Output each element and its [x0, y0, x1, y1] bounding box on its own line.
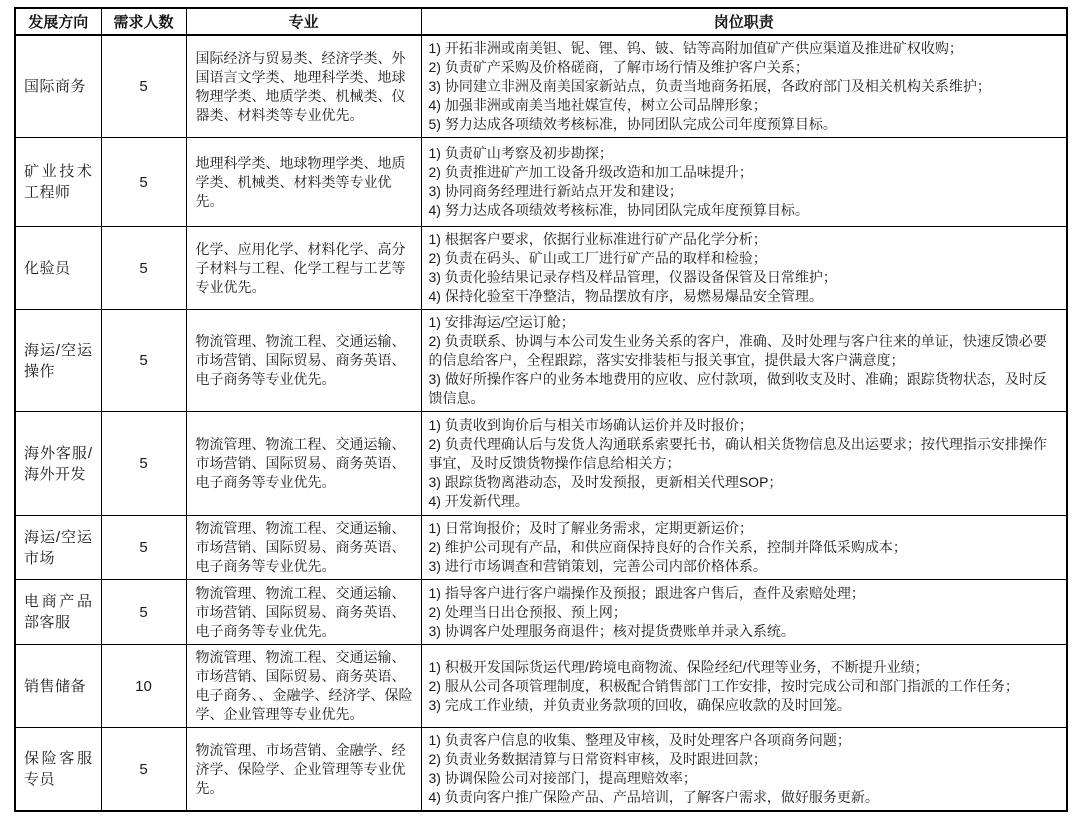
table-row: [15, 516, 1067, 580]
table-row: [15, 728, 1067, 812]
headcount-cell: 5: [101, 35, 186, 138]
duties-cell: [421, 310, 1067, 412]
headcount-cell: 10: [101, 645, 186, 728]
duty-line: 3) 跟踪货物离港动态，及时发预报，更新相关代理SOP；: [428, 474, 783, 490]
direction-cell: 海运/空运操作: [15, 310, 101, 412]
duty-line: 1) 指导客户进行客户端操作及预报；跟进客户售后，查件及索赔处理；: [428, 584, 865, 601]
table-row: [15, 138, 1067, 227]
duty-line: 3) 协调保险公司对接部门，提高理赔效率；: [428, 770, 697, 786]
duty-line: 4) 保持化验室干净整洁，物品摆放有序，易燃易爆品安全管理。: [428, 288, 823, 304]
headcount-cell: 5: [101, 580, 186, 645]
table-row: [15, 227, 1067, 310]
duty-line: 3) 负责化验结果记录存档及样品管理，仪器设备保管及日常维护；: [428, 269, 837, 285]
duty-line: 2) 处理当日出仓预报、预上网；: [428, 603, 627, 620]
duty-line: 2) 负责在码头、矿山或工厂进行矿产品的取样和检验；: [428, 250, 767, 266]
majors-cell: 国际经济与贸易类、经济学类、外国语言文学类、地理科学类、地球物理学类、地质学类、机械类、仪器类、材料类等专业优先。: [186, 35, 421, 138]
header-headcount: 需求人数: [101, 8, 186, 35]
duties-cell: [421, 35, 1067, 138]
majors-cell: 物流管理、市场营销、金融学、经济学、保险学、企业管理等专业优先。: [186, 728, 421, 812]
duty-line: 1) 安排海运/空运订舱；: [428, 314, 575, 330]
majors-cell: 物流管理、物流工程、交通运输、市场营销、国际贸易、商务英语、电子商务等专业优先。: [186, 310, 421, 412]
direction-cell: 销售储备: [15, 645, 101, 728]
duties-cell: [421, 227, 1067, 310]
majors-cell: 物流管理、物流工程、交通运输、市场营销、国际贸易、商务英语、电子商务等专业优先。: [186, 580, 421, 645]
duty-line: 1) 开拓非洲或南美钽、铌、锂、钨、铍、钴等高附加值矿产供应渠道及推进矿权收购；: [428, 40, 963, 56]
direction-cell: 保险客服专员: [15, 728, 101, 812]
duties-cell: [421, 138, 1067, 227]
duties-cell: [421, 580, 1067, 645]
table-row: [15, 35, 1067, 138]
direction-cell: 海外客服/海外开发: [15, 412, 101, 516]
direction-cell: 海运/空运市场: [15, 516, 101, 580]
table-row: [15, 412, 1067, 516]
table-row: [15, 580, 1067, 645]
headcount-cell: 5: [101, 516, 186, 580]
duty-line: 4) 努力达成各项绩效考核标准，协同团队完成年度预算目标。: [428, 202, 809, 218]
duty-line: 1) 负责矿山考察及初步勘探；: [428, 145, 613, 161]
duty-line: 4) 开发新代理。: [428, 493, 529, 509]
header-row: [15, 8, 1067, 35]
headcount-cell: 5: [101, 310, 186, 412]
direction-cell: 国际商务: [15, 35, 101, 138]
duty-line: 1) 积极开发国际货运代理/跨境电商物流、保险经纪/代理等业务，不断提升业绩；: [428, 658, 929, 675]
duty-line: 4) 负责向客户推广保险产品、产品培训，了解客户需求，做好服务更新。: [428, 789, 879, 805]
duties-cell: [421, 728, 1067, 812]
table-row: [15, 310, 1067, 412]
headcount-cell: 5: [101, 728, 186, 812]
duty-line: 2) 负责联系、协调与本公司发生业务关系的客户，准确、及时处理与客户往来的单证，快速反馈必要的信息给客户，全程跟踪，落实安排装柜与报关事宜，提供最大客户满意度；: [428, 333, 1047, 368]
direction-cell: 矿业技术工程师: [15, 138, 101, 227]
headcount-cell: 5: [101, 138, 186, 227]
table-body: [15, 35, 1067, 811]
header-majors: 专业: [186, 8, 421, 35]
table-row: [15, 645, 1067, 728]
duty-line: 3) 协同建立非洲及南美国家新站点，负责当地商务拓展，各政府部门及相关机构关系维护；: [428, 78, 991, 94]
duties-cell: [421, 516, 1067, 580]
duty-line: 3) 协调客户处理服务商退件；核对提货费账单并录入系统。: [428, 622, 795, 639]
duty-line: 3) 协同商务经理进行新站点开发和建设；: [428, 183, 683, 199]
majors-cell: 地理科学类、地球物理学类、地质学类、机械类、材料类等专业优先。: [186, 138, 421, 227]
majors-cell: 化学、应用化学、材料化学、高分子材料与工程、化学工程与工艺等专业优先。: [186, 227, 421, 310]
duty-line: 3) 做好所操作客户的业务本地费用的应收、应付款项，做到收支及时、准确；跟踪货物状态，及时反馈信息。: [428, 371, 1047, 406]
direction-cell: 化验员: [15, 227, 101, 310]
duty-line: 5) 努力达成各项绩效考核标准，协同团队完成公司年度预算目标。: [428, 116, 837, 132]
duty-line: 1) 日常询报价；及时了解业务需求，定期更新运价；: [428, 520, 753, 536]
duty-line: 4) 加强非洲或南美当地社媒宣传，树立公司品牌形象；: [428, 97, 767, 113]
header-direction: 发展方向: [15, 8, 101, 35]
duty-line: 2) 维护公司现有产品，和供应商保持良好的合作关系，控制并降低采购成本；: [428, 539, 907, 555]
duty-line: 1) 负责收到询价后与相关市场确认运价并及时报价；: [428, 417, 753, 433]
header-duties: 岗位职责: [421, 8, 1067, 35]
duty-line: 1) 负责客户信息的收集、整理及审核，及时处理客户各项商务问题；: [428, 732, 851, 748]
headcount-cell: 5: [101, 227, 186, 310]
headcount-cell: 5: [101, 412, 186, 516]
duty-line: 2) 负责推进矿产加工设备升级改造和加工品味提升；: [428, 164, 753, 180]
recruitment-table: [14, 7, 1068, 812]
duty-line: 2) 负责代理确认后与发货人沟通联系索要托书，确认相关货物信息及出运要求；按代理指示安排操作事宜，及时反馈货物操作信息给相关方；: [428, 436, 1047, 471]
duty-line: 1) 根据客户要求，依据行业标准进行矿产品化学分析；: [428, 231, 767, 247]
duty-line: 2) 负责业务数据清算与日常资料审核，及时跟进回款；: [428, 751, 767, 767]
majors-cell: 物流管理、物流工程、交通运输、市场营销、国际贸易、商务英语、电子商务等专业优先。: [186, 516, 421, 580]
majors-cell: 物流管理、物流工程、交通运输、市场营销、国际贸易、商务英语、电子商务、、金融学、经济学、保险学、企业管理等专业优先。: [186, 645, 421, 728]
majors-cell: 物流管理、物流工程、交通运输、市场营销、国际贸易、商务英语、电子商务等专业优先。: [186, 412, 421, 516]
duty-line: 3) 完成工作业绩，并负责业务款项的回收，确保应收款的及时回笼。: [428, 696, 851, 713]
duty-line: 3) 进行市场调查和营销策划，完善公司内部价格体系。: [428, 558, 767, 574]
duty-line: 2) 负责矿产采购及价格磋商，了解市场行情及维护客户关系；: [428, 59, 809, 75]
duties-cell: [421, 412, 1067, 516]
duties-cell: [421, 645, 1067, 728]
duty-line: 2) 服从公司各项管理制度，积极配合销售部门工作安排，按时完成公司和部门指派的工作任务；: [428, 677, 1019, 694]
direction-cell: 电商产品部客服: [15, 580, 101, 645]
